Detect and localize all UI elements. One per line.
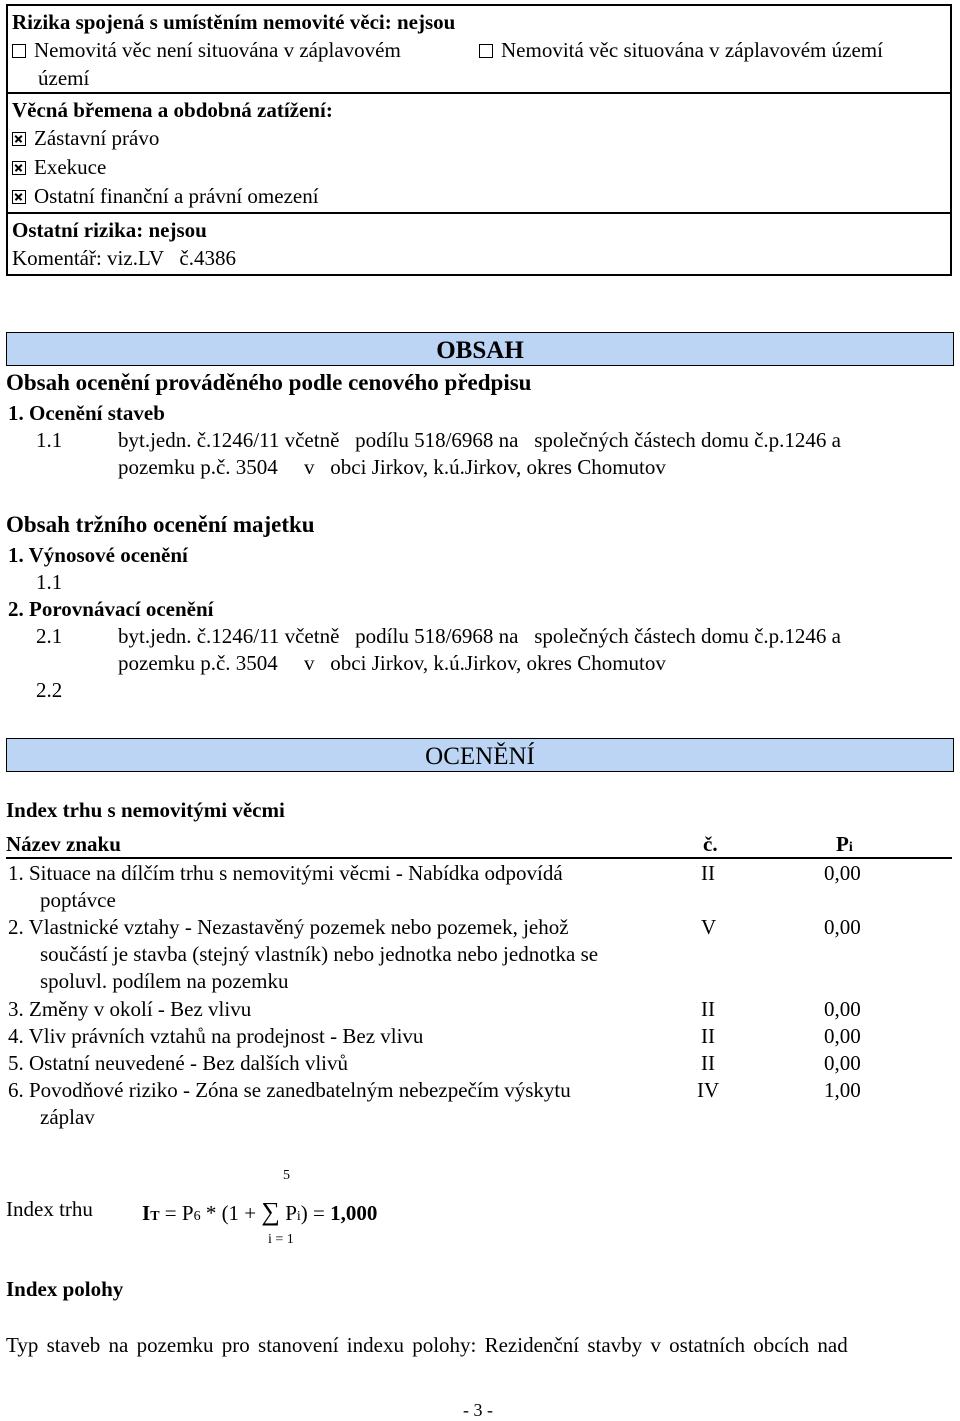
section1-title: Obsah ocenění prováděného podle cenového předpisu	[6, 370, 532, 395]
s2-item2: 2. Porovnávací ocenění	[8, 597, 214, 621]
divider	[6, 92, 952, 94]
section2-title: Obsah tržního ocenění majetku	[6, 512, 315, 537]
burden-item[interactable]: Zástavní právo	[12, 126, 159, 151]
formula-label: Index trhu	[6, 1197, 93, 1221]
poloha-title: Index polohy	[6, 1277, 124, 1301]
poloha-text: Typ staveb na pozemku pro stanovení indexu polohy: Rezidenční stavby v ostatních obcích nad	[6, 1333, 848, 1357]
index-title: Index trhu s nemovitými věcmi	[6, 798, 285, 822]
burden-item[interactable]: Ostatní finanční a právní omezení	[12, 184, 319, 209]
checkbox-empty-icon[interactable]	[479, 44, 493, 58]
market-index-formula: IT = P6 * (1 + ∑ Pi) = 1,000	[142, 1197, 378, 1226]
flood-not-label-cont: území	[38, 66, 90, 90]
burdens-title: Věcná břemena a obdobná zatížení:	[12, 98, 333, 122]
sum-lower-limit: i = 1	[268, 1232, 294, 1247]
sum-upper-limit: 5	[283, 1168, 290, 1183]
comment: Komentář: viz.LV č.4386	[12, 246, 236, 270]
other-risks: Ostatní rizika: nejsou	[12, 218, 207, 242]
burden-item[interactable]: Exekuce	[12, 155, 106, 180]
table-header-rule	[6, 857, 952, 859]
flood-yes-label: Nemovitá věc situována v záplavovém území	[501, 38, 883, 62]
s2-item2-1-text: byt.jedn. č.1246/11 včetně podílu 518/6968 na společných částech domu č.p.1246 a	[118, 624, 841, 648]
checkbox-empty-icon[interactable]	[12, 44, 26, 58]
divider	[6, 212, 952, 214]
sum-icon: ∑	[261, 1197, 280, 1226]
oceneni-bar	[6, 738, 954, 772]
flood-yes-option[interactable]	[479, 38, 883, 63]
col-name-header: Název znaku	[6, 832, 121, 856]
checkbox-checked-icon[interactable]	[12, 161, 26, 175]
col-num-header: č.	[703, 832, 718, 856]
s1-item1: 1. Ocenění staveb	[8, 401, 165, 425]
s2-item2-1-num: 2.1	[36, 624, 63, 648]
checkbox-checked-icon[interactable]	[12, 132, 26, 146]
obsah-title: OBSAH	[436, 337, 524, 364]
col-p-header: Pi	[836, 832, 853, 856]
flood-not-option[interactable]	[12, 38, 401, 63]
risk-title: Rizika spojená s umístěním nemovité věci: nejsou	[12, 10, 456, 34]
s2-item1-1: 1.1	[36, 570, 63, 594]
s2-item2-1-text2: pozemku p.č. 3504 v obci Jirkov, k.ú.Jirkov, okres Chomutov	[118, 651, 666, 675]
market-index-result: 1,000	[330, 1201, 378, 1225]
obsah-bar	[6, 332, 954, 366]
s2-item1: 1. Výnosové ocenění	[8, 543, 188, 567]
flood-not-label: Nemovitá věc není situována v záplavovém	[34, 38, 401, 62]
s1-item1-1-text: byt.jedn. č.1246/11 včetně podílu 518/6968 na společných částech domu č.p.1246 a	[118, 428, 841, 452]
page-number: - 3 -	[463, 1400, 493, 1420]
checkbox-checked-icon[interactable]	[12, 190, 26, 204]
s2-item2-2: 2.2	[36, 678, 63, 702]
s1-item1-1-text2: pozemku p.č. 3504 v obci Jirkov, k.ú.Jirkov, okres Chomutov	[118, 455, 666, 479]
s1-item1-1-num: 1.1	[36, 428, 63, 452]
oceneni-title: OCENĚNÍ	[425, 743, 535, 770]
